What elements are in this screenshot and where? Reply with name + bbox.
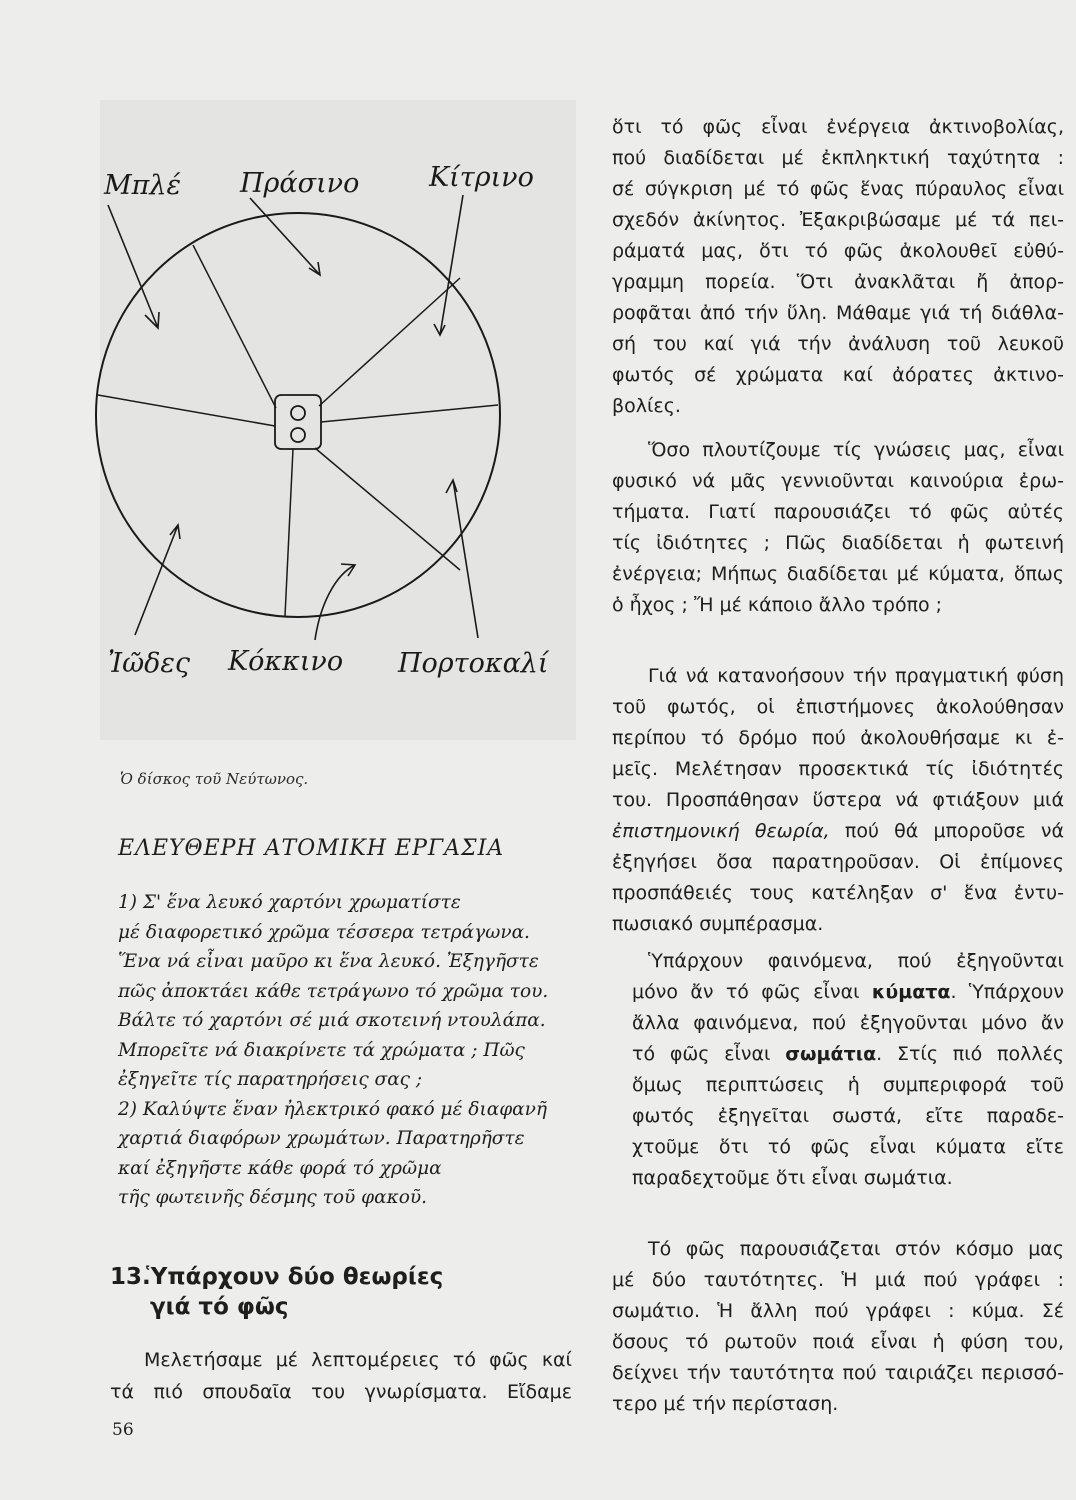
bold-term-waves: κύματα xyxy=(871,981,951,1003)
exercise-line: πῶς ἀποκτάει κάθε τετράγωνο τό χρῶμα του. xyxy=(118,980,549,1002)
text-line: Τό φῶς παρουσιάζεται στόν κόσμο μας xyxy=(648,1238,1064,1260)
label-orange: Πορτοκαλί xyxy=(398,648,549,679)
disc-spoke xyxy=(193,245,276,408)
text-line: σή του καί γιά τήν ἀνάλυση τοῦ λευκοῦ xyxy=(612,333,1064,355)
newton-disc-diagram xyxy=(90,150,590,720)
paragraph-3 xyxy=(612,661,1064,940)
text-line: ὅμως περιπτώσεις ἡ συμπεριφορά τοῦ xyxy=(632,1074,1064,1096)
paragraph-4 xyxy=(632,946,1064,1194)
text-line: του. Προσπάθησαν ὕστερα νά φτιάξουν μιά xyxy=(612,789,1064,811)
text-line: ράματά μας, ὅτι τό φῶς ἀκολουθεῖ εὐθύ- xyxy=(612,240,1064,262)
paragraph-2 xyxy=(612,435,1064,621)
text-line: μέ δύο ταυτότητες. Ἡ μιά πού γράφει : xyxy=(612,1269,1064,1291)
label-violet: Ἰῶδες xyxy=(108,648,190,679)
disc-spoke xyxy=(285,449,293,616)
paragraph-1 xyxy=(612,112,1064,422)
paragraph-5 xyxy=(612,1234,1064,1420)
exercise-line: τῆς φωτεινῆς δέσμης τοῦ φακοῦ. xyxy=(118,1187,427,1208)
text-line: τήματα. Γιατί παρουσιάζει τό φῶς αὐτές xyxy=(612,501,1064,523)
text-line: Γιά νά κατανοήσουν τήν πραγματική φύση xyxy=(648,665,1064,687)
intro-line: Μελετήσαμε μέ λεπτομέρειες τό φῶς καί xyxy=(144,1349,572,1371)
exercise-line: Μπορεῖτε νά διακρίνετε τά χρώματα ; Πῶς xyxy=(118,1039,525,1061)
exercise-line: μέ διαφορετικό χρῶμα τέσσερα τετράγωνα. xyxy=(118,921,530,943)
text-line: μόνο ἄν τό φῶς εἶναι κύματα. Ὑπάρχουν xyxy=(632,981,1064,1003)
text-line: χτοῦμε ὅτι τό φῶς εἶναι κύματα εἴτε xyxy=(632,1136,1064,1158)
exercise-line: Βάλτε τό χαρτόνι σέ μιά σκοτεινή ντουλάπα. xyxy=(118,1010,546,1031)
label-blue: Μπλέ xyxy=(104,170,181,201)
hub-hole-top xyxy=(291,406,305,420)
text-line: περίπου τό δρόμο πού ἀκολουθήσαμε κι ἐ- xyxy=(612,727,1064,749)
italic-term: ἐπιστημονική θεωρία, xyxy=(612,820,830,842)
text-line: τερο μέ τήν περίσταση. xyxy=(612,1393,839,1415)
text-line: Ὅσο πλουτίζουμε τίς γνώσεις μας, εἶναι xyxy=(648,439,1064,461)
disc-outline xyxy=(96,213,500,617)
disc-spoke xyxy=(98,395,275,426)
text-line: σχεδόν ἀκίνητος. Ἐξακριβώσαμε μέ τά πει- xyxy=(612,209,1064,231)
label-red: Κόκκινο xyxy=(228,646,344,677)
text-line: Ὑπάρχουν φαινόμενα, πού ἐξηγοῦνται xyxy=(648,950,1064,972)
arrow-blue xyxy=(108,205,159,328)
arrow-green xyxy=(250,198,320,275)
text-line: πωσιακό συμπέρασμα. xyxy=(612,913,824,935)
text-line: φυσικό νά μᾶς γεννιοῦνται καινούρια ἐρω- xyxy=(612,470,1064,492)
text-line: ἄλλα φαινόμενα, πού ἐξηγοῦνται μόνο ἄν xyxy=(632,1012,1064,1034)
exercise-line: 2) Καλύψτε ἕναν ἠλεκτρικό φακό μέ διαφανῆ xyxy=(118,1098,547,1120)
text-line: βολίες. xyxy=(612,395,681,417)
disc-spoke xyxy=(319,278,460,406)
disc-spoke xyxy=(315,448,460,570)
section-title-line1: Ὑπάρχουν δύο θεωρίες xyxy=(146,1264,444,1290)
text-line: παραδεχτοῦμε ὅτι εἶναι σωμάτια. xyxy=(632,1167,953,1189)
disc-spoke xyxy=(321,405,498,422)
disc-hub xyxy=(275,395,321,449)
text-line: ἐξηγήσει ὅσα παρατηροῦσαν. Οἱ ἐπίμονες xyxy=(612,851,1064,873)
arrow-yellow xyxy=(434,195,463,335)
section-title-line2: γιά τό φῶς xyxy=(150,1294,289,1320)
page-number: 56 xyxy=(112,1420,134,1440)
text-line: τοῦ φωτός, οἱ ἐπιστήμονες ἀκολούθησαν xyxy=(612,696,1064,718)
text-line: τίς ἰδιότητες ; Πῶς διαδίδεται ἡ φωτεινή xyxy=(612,532,1064,554)
intro-line: τά πιό σπουδαῖα του γνωρίσματα. Εἴδαμε xyxy=(110,1381,572,1403)
section-title xyxy=(110,1262,443,1322)
exercise-line: ἐξηγεῖτε τίς παρατηρήσεις σας ; xyxy=(118,1069,423,1090)
text-line: ἐπιστημονική θεωρία, πού θά μποροῦσε νά xyxy=(612,820,1064,842)
text-line: φωτός σέ χρώματα καί ἀόρατες ἀκτινο- xyxy=(612,364,1064,386)
text-line: γραμμη πορεία. Ὅτι ἀνακλᾶται ἤ ἀπορ- xyxy=(612,271,1064,293)
section-number: 13. xyxy=(110,1264,151,1290)
exercise-line: καί ἐξηγῆστε κάθε φορά τό χρῶμα xyxy=(118,1157,442,1179)
hub-hole-bottom xyxy=(291,428,305,442)
text-line: δείχνει τήν ταυτότητα πού ταιριάζει περισσό- xyxy=(612,1362,1064,1384)
text-line: ὅσους τό ρωτοῦν ποιά εἶναι ἡ φύση του, xyxy=(612,1331,1064,1353)
arrow-orange xyxy=(446,480,478,638)
text-line: ὅτι τό φῶς εἶναι ἐνέργεια ἀκτινοβολίας, xyxy=(612,116,1064,138)
exercise-line: 1) Σ' ἕνα λευκό χαρτόνι χρωματίστε xyxy=(118,892,461,913)
text-line: τό φῶς εἶναι σωμάτια. Στίς πιό πολλές xyxy=(632,1043,1064,1065)
text-line: προσπάθειές τους κατέληξαν σ' ἕνα ἐντυ- xyxy=(612,882,1064,904)
exercise-line: Ἕνα νά εἶναι μαῦρο κι ἕνα λευκό. Ἐξηγῆστε xyxy=(118,951,539,972)
text-line: μεῖς. Μελέτησαν προσεκτικά τίς ἰδιότητές xyxy=(612,758,1064,780)
text-line: φωτός ἐξηγεῖται σωστά, εἴτε παραδε- xyxy=(632,1105,1064,1127)
text-line: ὁ ἦχος ; Ἤ μέ κάποιο ἄλλο τρόπο ; xyxy=(612,594,943,616)
text-line: ἐνέργεια; Μήπως διαδίδεται μέ κύματα, ὅπως xyxy=(612,563,1064,585)
text-line: σωμάτιο. Ἡ ἄλλη πού γράφει : κύμα. Σέ xyxy=(612,1300,1064,1322)
label-green: Πράσινο xyxy=(240,168,360,199)
label-yellow: Κίτρινο xyxy=(429,162,534,193)
text-line: ροφᾶται ἀπό τήν ὕλη. Μάθαμε γιά τή διάθλα- xyxy=(612,302,1064,324)
section-intro xyxy=(110,1344,572,1408)
exercise-line: χαρτιά διαφόρων χρωμάτων. Παρατηρῆστε xyxy=(118,1128,525,1149)
text-line: πού διαδίδεται μέ ἐκπληκτική ταχύτητα : xyxy=(612,147,1064,169)
figure-caption: Ὁ δίσκος τοῦ Νεύτωνος. xyxy=(120,770,309,788)
exercise-heading: ΕΛΕΥΘΕΡΗ ΑΤΟΜΙΚΗ ΕΡΓΑΣΙΑ xyxy=(118,836,505,861)
text-line: σέ σύγκριση μέ τό φῶς ἕνας πύραυλος εἶναι xyxy=(612,178,1064,200)
exercise-text xyxy=(118,888,588,1213)
bold-term-particles: σωμάτια xyxy=(785,1043,877,1065)
arrow-red xyxy=(315,564,355,640)
